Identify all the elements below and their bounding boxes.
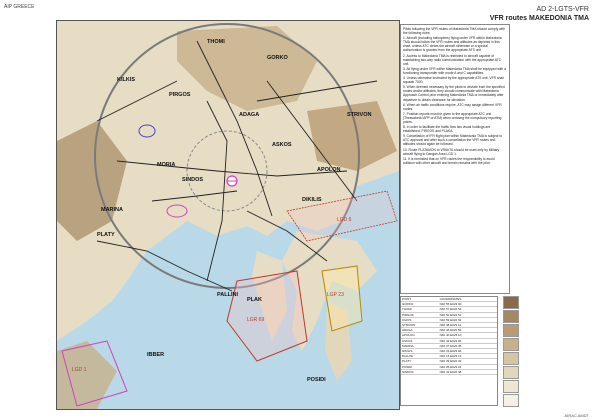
point-name-cell: MARINA	[401, 343, 439, 348]
point-coord-cell: N40 57 E022 53	[439, 307, 497, 312]
label-ibber: IBBER	[147, 352, 165, 358]
point-coord-cell: N40 37 E022 45	[439, 343, 497, 348]
point-coord-cell: N40 05 E023 24	[439, 364, 497, 369]
point-coord-cell: N40 50 E022 51	[439, 312, 497, 317]
note-paragraph: 5. When deemed necessary by the pilots to deviate from the specified routes and/or altitudes, they should communicate with Makedonia Approach Control prior entering Makedonia TMA or immediately after departure to obtain clearance for deviation.	[403, 85, 505, 102]
label-strivon: STRIVON	[347, 112, 372, 118]
vfr-map[interactable]	[56, 20, 400, 410]
corner-label: AIP GREECE	[4, 4, 35, 10]
label-apolon: APOLON	[317, 167, 341, 173]
map-canvas	[57, 21, 399, 409]
note-paragraph: 9. Cancellation of IFR flight plan within Makedonia TMA is subject to ATC approval and after such a cancellation the VFR routes and altitudes should again be followed.	[403, 134, 503, 147]
point-name-cell: KILKIS	[401, 317, 439, 322]
table-row	[401, 369, 497, 374]
chart-title: VFR routes MAKEDONIA TMA	[489, 15, 589, 22]
point-coord-cell: N40 48 E023 12	[439, 323, 497, 328]
point-name-cell: THOMI	[401, 307, 439, 312]
chart-code: AD 2-LGTS-VFR	[536, 6, 589, 13]
elevation-legend	[503, 296, 523, 406]
point-name-cell: ASKOS	[401, 338, 439, 343]
point-coord-cell: N40 39 E022 32	[439, 359, 497, 364]
point-name-cell: PALLINI	[401, 354, 439, 359]
note-paragraph: 6. When air traffic conditions require, ATC may assign different VFR routes.	[403, 102, 502, 111]
table-header: COORDINATES	[439, 297, 497, 302]
label-lgd6: LGD 6	[337, 217, 352, 223]
point-name-cell: PIRGOS	[401, 312, 439, 317]
point-coord-cell: N40 15 E023 13	[439, 354, 497, 359]
note-paragraph: 2. Access to Makedonia TMA is restricted to aircraft capable of maintaining two-way radio communication with the appropriate ATC unit.	[403, 53, 502, 66]
note-paragraph: 7. Position reports must be given to the appropriate ATC unit (Thessaloniki APP or ATM) when crossing the compulsory reporting points.	[403, 111, 502, 124]
elevation-swatch	[503, 296, 519, 309]
elevation-swatch	[503, 380, 519, 393]
note-paragraph: 10. Route PLATAMON to VRAKTA should be used only by Military aircraft flying to Dangan Area LGD 1.	[403, 147, 500, 156]
label-gorko: GORKO	[267, 55, 288, 61]
label-plak: PLAK	[247, 297, 262, 303]
label-lgr69: LGR 69	[247, 317, 265, 323]
label-lgp23: LGP 23	[327, 292, 344, 298]
note-paragraph: 11. It is reminded that on VFR routes the responsibility to avoid collision with other aircraft and terrain remains with the pilot.	[403, 156, 495, 165]
label-sindos: SINDOS	[182, 177, 204, 183]
point-name-cell: PLATY	[401, 359, 439, 364]
elevation-swatch	[503, 366, 519, 379]
label-dikilis: DIKILIS	[302, 197, 322, 203]
elevation-swatch	[503, 352, 519, 365]
airport-symbol	[227, 176, 237, 186]
elevation-swatch	[503, 310, 519, 323]
point-coord-cell: N40 31 E023 06	[439, 349, 497, 354]
point-coord-cell: N40 55 E023 00	[439, 302, 497, 307]
label-adaga: ADAGA	[239, 112, 260, 118]
point-name-cell: POSIDI	[401, 364, 439, 369]
note-paragraph: 8. In order to facilitate the traffic flow two visual holdings are established: PIRGOS and PLAKA.	[403, 125, 491, 134]
label-marina: MARINA	[101, 207, 123, 213]
note-paragraph: 1. Aircraft (including helicopters) flying under VFR within Makedonia TMA should follow the VFR routes and altitudes as depicted in this chart, unless ATC clears the aircraft otherwise or a special authorization is granted from the appropriate ATS unit.	[403, 36, 502, 53]
point-coord-cell: N40 42 E023 05	[439, 338, 497, 343]
label-thomi: THOMI	[207, 39, 225, 45]
label-pirgos: PIRGOS	[169, 92, 191, 98]
elevation-swatch	[503, 338, 519, 351]
point-name-cell: ADAGA	[401, 328, 439, 333]
reporting-points-table	[400, 296, 498, 406]
point-coord-cell: N40 59 E022 52	[439, 317, 497, 322]
label-platy: PLATY	[97, 232, 115, 238]
note-paragraph: 3. All flying under VFR within Makedonia TMA shall be equipped with a functioning transponder with mode A and C capabilities.	[403, 66, 506, 75]
label-posidi: POSIDI	[307, 377, 326, 383]
note-paragraph: 4. Unless otherwise instructed by the appropriate ATS unit, VFR shall squawk 7000.	[403, 76, 504, 85]
label-pallini: PALLINI	[217, 292, 238, 298]
elevation-swatch	[503, 324, 519, 337]
label-askos: ASKOS	[272, 142, 292, 148]
notes-panel	[400, 24, 510, 294]
label-moria: MORIA	[157, 162, 176, 168]
label-lgd1: LGD 1	[72, 367, 87, 373]
restricted-area-LGR69	[227, 271, 307, 361]
point-name-cell: GORKO	[401, 302, 439, 307]
point-name-cell: DIKILIS	[401, 349, 439, 354]
highland-south	[57, 341, 117, 409]
footer-note: AIRAC AMDT	[564, 413, 589, 418]
point-coord-cell: N40 46 E022 59	[439, 328, 497, 333]
elevation-swatch	[503, 394, 519, 407]
point-name-cell: SINDOS	[401, 369, 439, 374]
point-coord-cell: N40 40 E023 10	[439, 333, 497, 338]
point-name-cell: STRIVON	[401, 323, 439, 328]
note-paragraph: Pilots following the VFR routes of Makedonia TMA should comply with the following rules:	[403, 27, 506, 36]
point-coord-cell: N40 41 E022 48	[439, 369, 497, 374]
table-header: POINT	[401, 297, 439, 302]
point-name-cell: APOLON	[401, 333, 439, 338]
label-kilkis: KILKIS	[117, 77, 136, 83]
